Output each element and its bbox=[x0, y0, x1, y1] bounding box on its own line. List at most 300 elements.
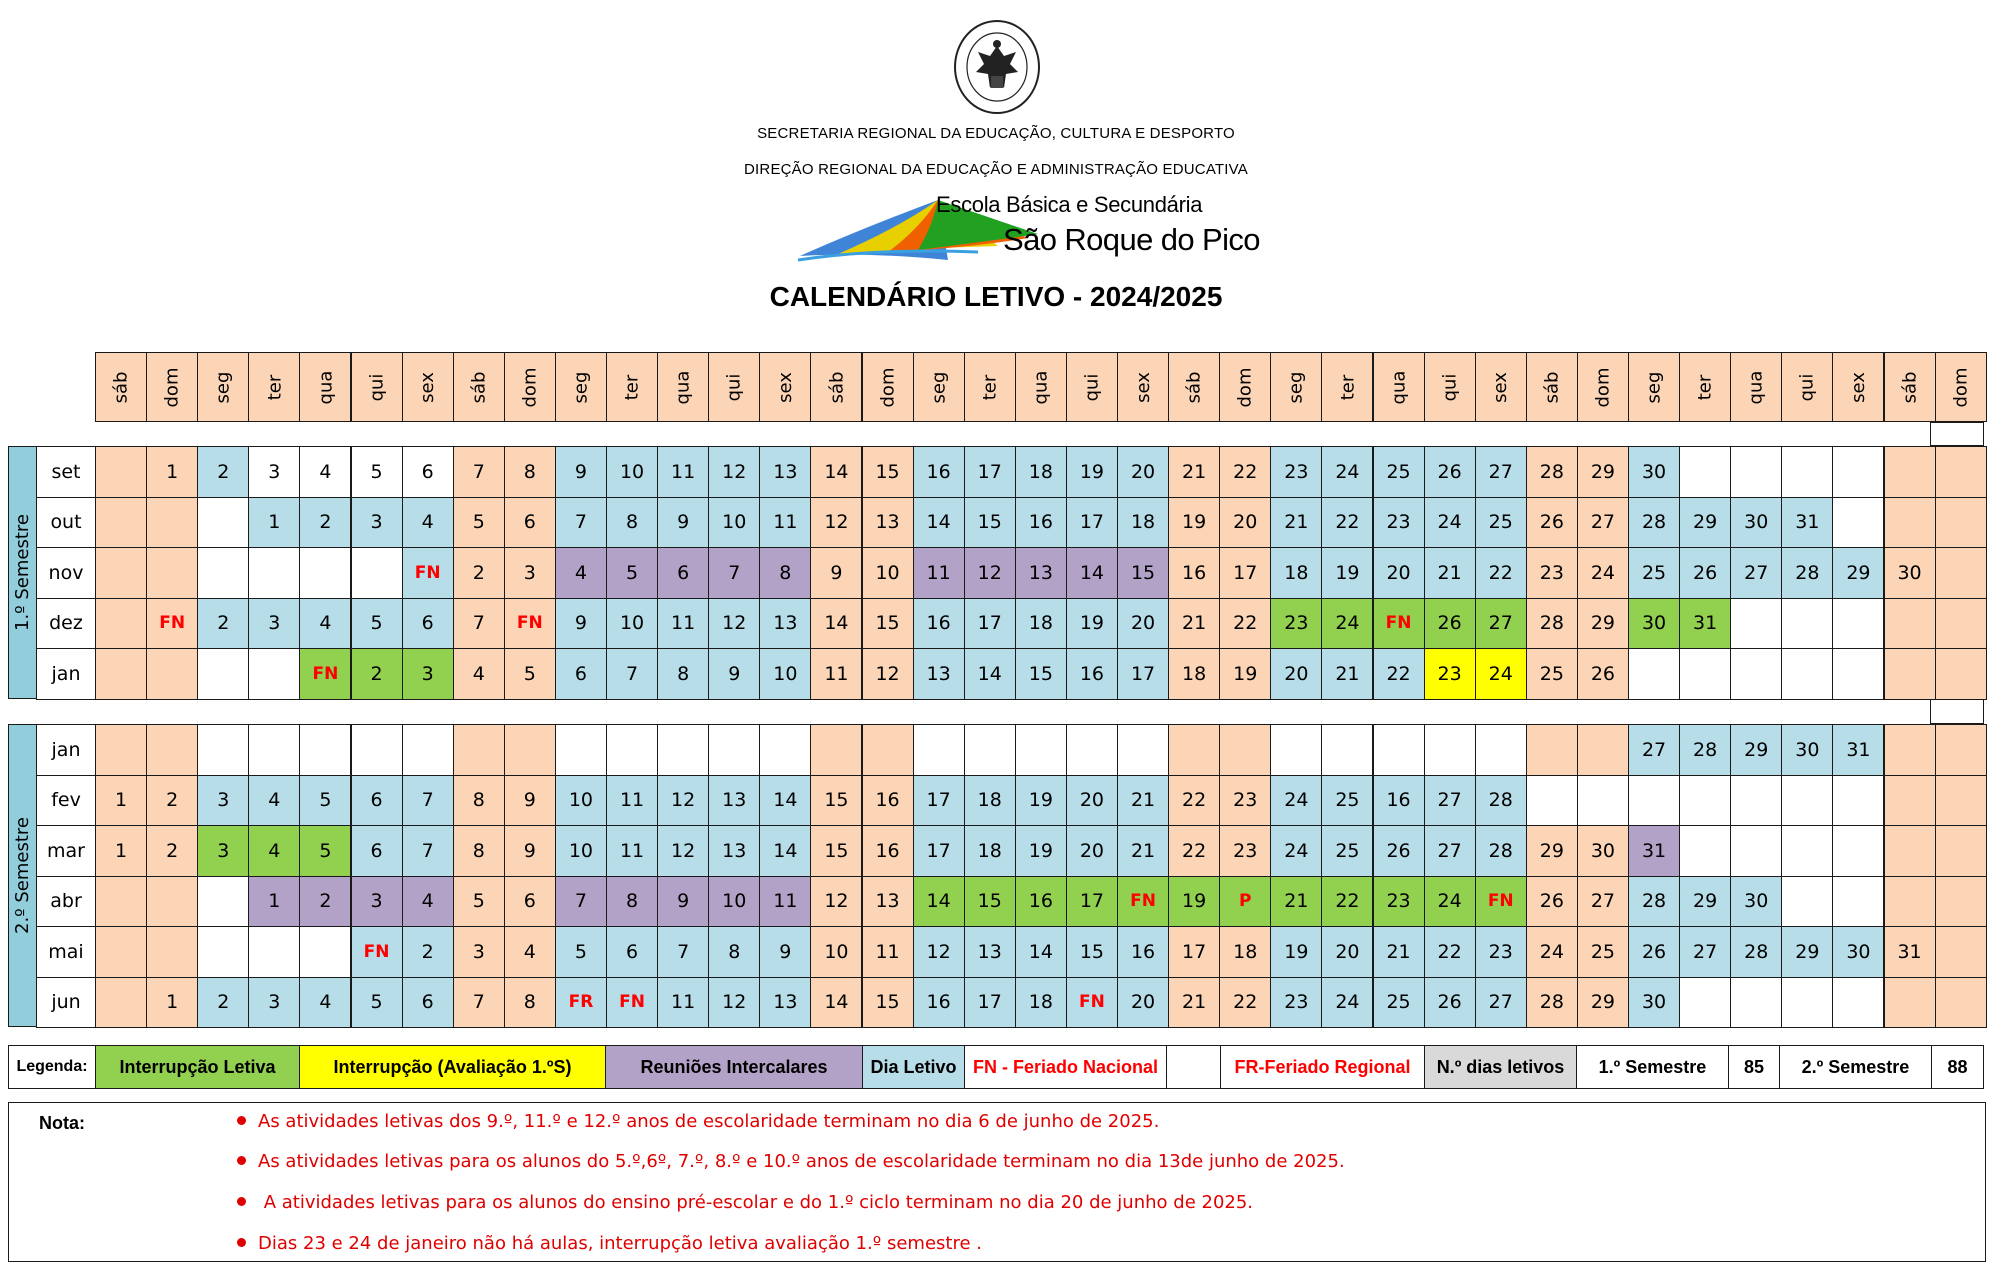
calendar-day-cell: 23 bbox=[1373, 497, 1425, 549]
day-header bbox=[95, 352, 147, 422]
calendar-day-cell: 5 bbox=[453, 876, 505, 928]
day-header bbox=[708, 352, 760, 422]
calendar-day-cell: 3 bbox=[248, 977, 300, 1029]
calendar-day-cell: 9 bbox=[810, 547, 862, 599]
calendar-day-cell: 7 bbox=[657, 926, 709, 978]
calendar-day-cell bbox=[95, 547, 147, 599]
calendar-day-cell bbox=[1781, 977, 1833, 1029]
bullet-icon bbox=[237, 1238, 246, 1247]
day-header bbox=[453, 352, 505, 422]
calendar-day-cell: 5 bbox=[351, 598, 403, 650]
calendar-day-cell bbox=[504, 724, 556, 776]
semester-label bbox=[8, 446, 37, 699]
calendar-day-cell bbox=[95, 497, 147, 549]
calendar-day-cell: 17 bbox=[913, 775, 965, 827]
calendar-day-cell: 21 bbox=[1321, 648, 1373, 700]
day-header-label: sáb bbox=[1183, 371, 1205, 403]
calendar-day-cell bbox=[1679, 977, 1731, 1029]
calendar-day-cell bbox=[248, 648, 300, 700]
calendar-day-cell: 9 bbox=[555, 598, 607, 650]
calendar-day-cell: 1 bbox=[248, 876, 300, 928]
calendar-day-cell: 5 bbox=[555, 926, 607, 978]
calendar-day-cell: FR bbox=[555, 977, 607, 1029]
calendar-day-cell bbox=[1730, 648, 1782, 700]
calendar-day-cell: 30 bbox=[1832, 926, 1884, 978]
day-header-label: seg bbox=[212, 371, 234, 403]
calendar-day-cell: 6 bbox=[402, 446, 454, 498]
day-header-label: qua bbox=[1388, 370, 1410, 404]
calendar-day-cell: 31 bbox=[1781, 497, 1833, 549]
calendar-day-cell: 12 bbox=[708, 977, 760, 1029]
calendar-day-cell: 17 bbox=[964, 977, 1016, 1029]
calendar-day-cell: 31 bbox=[1628, 825, 1680, 877]
day-header bbox=[1577, 352, 1629, 422]
day-header bbox=[1219, 352, 1271, 422]
calendar-day-cell: 29 bbox=[1679, 497, 1731, 549]
calendar-day-cell: 14 bbox=[810, 977, 862, 1029]
calendar-day-cell: 9 bbox=[504, 825, 556, 877]
calendar-day-cell bbox=[1935, 598, 1987, 650]
calendar-day-cell: 13 bbox=[1015, 547, 1067, 599]
calendar-day-cell bbox=[351, 547, 403, 599]
calendar-day-cell: 9 bbox=[708, 648, 760, 700]
regional-crest-logo bbox=[952, 18, 1042, 116]
legend-sem1-value: 85 bbox=[1728, 1045, 1780, 1089]
calendar-day-cell: 5 bbox=[453, 497, 505, 549]
calendar-day-cell bbox=[1424, 724, 1476, 776]
calendar-day-cell: 11 bbox=[657, 977, 709, 1029]
day-header-label: dom bbox=[1592, 367, 1614, 407]
month-label: jan bbox=[36, 648, 96, 700]
calendar-day-cell: 6 bbox=[657, 547, 709, 599]
day-header bbox=[351, 352, 403, 422]
calendar-day-cell: 9 bbox=[759, 926, 811, 978]
legend-dia-letivo: Dia Letivo bbox=[862, 1045, 965, 1089]
calendar-day-cell: 22 bbox=[1321, 497, 1373, 549]
calendar-day-cell: 12 bbox=[862, 648, 914, 700]
calendar-day-cell bbox=[1832, 446, 1884, 498]
calendar-day-cell: 13 bbox=[862, 876, 914, 928]
day-header bbox=[1526, 352, 1578, 422]
month-label: out bbox=[36, 497, 96, 549]
calendar-day-cell bbox=[1679, 446, 1731, 498]
calendar-day-cell: 24 bbox=[1577, 547, 1629, 599]
calendar-day-cell: 25 bbox=[1373, 446, 1425, 498]
day-header bbox=[964, 352, 1016, 422]
bullet-icon bbox=[237, 1116, 246, 1125]
semester-label-text: 2.º Semestre bbox=[12, 817, 33, 934]
calendar-day-cell: 5 bbox=[351, 977, 403, 1029]
calendar-day-cell: 10 bbox=[759, 648, 811, 700]
day-header-label: ter bbox=[1336, 374, 1358, 400]
calendar-day-cell: 13 bbox=[708, 775, 760, 827]
calendar-day-cell: 11 bbox=[759, 497, 811, 549]
day-header-label: sex bbox=[1490, 371, 1512, 403]
calendar-day-cell: 20 bbox=[1117, 446, 1169, 498]
calendar-day-cell bbox=[1066, 724, 1118, 776]
calendar-day-cell: 19 bbox=[1066, 446, 1118, 498]
legend-interrupcao-avaliacao: Interrupção (Avaliação 1.ºS) bbox=[299, 1045, 606, 1089]
calendar-day-cell bbox=[197, 648, 249, 700]
calendar-day-cell: 23 bbox=[1373, 876, 1425, 928]
calendar-day-cell: 4 bbox=[299, 598, 351, 650]
calendar-day-cell bbox=[95, 926, 147, 978]
calendar-day-cell: 28 bbox=[1781, 547, 1833, 599]
calendar-day-cell: 1 bbox=[95, 775, 147, 827]
calendar-day-cell: 21 bbox=[1117, 775, 1169, 827]
semester-label-text: 1.º Semestre bbox=[12, 513, 33, 631]
month-label: nov bbox=[36, 547, 96, 599]
calendar-day-cell: 4 bbox=[248, 775, 300, 827]
note-item: As atividades letivas dos 9.º, 11.º e 12.º anos de escolaridade terminam no dia 6 de junho de 2025. bbox=[237, 1111, 1159, 1132]
calendar-day-cell: 18 bbox=[1168, 648, 1220, 700]
calendar-day-cell: 31 bbox=[1679, 598, 1731, 650]
legend-sem1-label: 1.º Semestre bbox=[1576, 1045, 1729, 1089]
calendar-day-cell bbox=[1577, 724, 1629, 776]
calendar-day-cell: 23 bbox=[1270, 446, 1322, 498]
calendar-day-cell bbox=[1679, 825, 1731, 877]
legend-interrupcao-letiva: Interrupção Letiva bbox=[95, 1045, 300, 1089]
calendar-day-cell: 5 bbox=[351, 446, 403, 498]
calendar-day-cell bbox=[1832, 598, 1884, 650]
calendar-day-cell: 24 bbox=[1526, 926, 1578, 978]
calendar-day-cell: 16 bbox=[862, 775, 914, 827]
day-header-label: qua bbox=[672, 370, 694, 404]
calendar-day-cell: 20 bbox=[1270, 648, 1322, 700]
calendar-day-cell: 13 bbox=[759, 977, 811, 1029]
calendar-day-cell: 15 bbox=[1015, 648, 1067, 700]
calendar-day-cell: 27 bbox=[1475, 977, 1527, 1029]
day-header bbox=[402, 352, 454, 422]
day-header-label: qui bbox=[366, 373, 388, 401]
calendar-day-cell: 24 bbox=[1270, 825, 1322, 877]
day-header-label: qui bbox=[723, 373, 745, 401]
calendar-day-cell bbox=[1781, 648, 1833, 700]
calendar-day-cell: 22 bbox=[1219, 977, 1271, 1029]
note-item: As atividades letivas para os alunos do 5.º,6º, 7.º, 8.º e 10.º anos de escolaridade terminam no dia 13de junho de 2025. bbox=[237, 1151, 1345, 1172]
calendar-day-cell bbox=[1781, 598, 1833, 650]
calendar-day-cell: 22 bbox=[1168, 825, 1220, 877]
calendar-day-cell: 1 bbox=[95, 825, 147, 877]
calendar-day-cell: 14 bbox=[913, 876, 965, 928]
calendar-day-cell: 10 bbox=[606, 446, 658, 498]
calendar-day-cell: 7 bbox=[453, 977, 505, 1029]
calendar-day-cell: 3 bbox=[248, 446, 300, 498]
calendar-day-cell bbox=[146, 724, 198, 776]
month-label: jun bbox=[36, 977, 96, 1029]
calendar-day-cell bbox=[606, 724, 658, 776]
calendar-day-cell: 21 bbox=[1270, 876, 1322, 928]
calendar-day-cell: 16 bbox=[1015, 497, 1067, 549]
day-header bbox=[1168, 352, 1220, 422]
day-header bbox=[146, 352, 198, 422]
calendar-day-cell: 16 bbox=[1015, 876, 1067, 928]
calendar-day-cell: 7 bbox=[402, 775, 454, 827]
calendar-day-cell: 22 bbox=[1168, 775, 1220, 827]
day-header-label: sex bbox=[774, 371, 796, 403]
day-header-label: dom bbox=[1950, 367, 1972, 407]
calendar-day-cell: 29 bbox=[1679, 876, 1731, 928]
calendar-day-cell: 31 bbox=[1832, 724, 1884, 776]
calendar-day-cell: FN bbox=[299, 648, 351, 700]
calendar-day-cell: 6 bbox=[504, 497, 556, 549]
calendar-day-cell bbox=[1832, 775, 1884, 827]
calendar-day-cell: 30 bbox=[1781, 724, 1833, 776]
calendar-day-cell bbox=[197, 876, 249, 928]
calendar-day-cell: 11 bbox=[913, 547, 965, 599]
calendar-day-cell: 29 bbox=[1577, 598, 1629, 650]
calendar-day-cell: 22 bbox=[1219, 446, 1271, 498]
day-header-label: seg bbox=[928, 371, 950, 403]
calendar-day-cell bbox=[1935, 926, 1987, 978]
day-header bbox=[1679, 352, 1731, 422]
calendar-day-cell: 8 bbox=[657, 648, 709, 700]
calendar-day-cell bbox=[964, 724, 1016, 776]
calendar-day-cell: 4 bbox=[299, 977, 351, 1029]
calendar-day-cell bbox=[1168, 724, 1220, 776]
calendar-day-cell bbox=[1935, 648, 1987, 700]
calendar-day-cell bbox=[248, 926, 300, 978]
calendar-day-cell: 15 bbox=[862, 598, 914, 650]
calendar-day-cell: 20 bbox=[1066, 825, 1118, 877]
calendar-day-cell: FN bbox=[1373, 598, 1425, 650]
calendar-day-cell: 26 bbox=[1424, 446, 1476, 498]
note-item: A atividades letivas para os alunos do ensino pré-escolar e do 1.º ciclo terminam no dia 20 de junho de 2025. bbox=[237, 1192, 1253, 1213]
calendar-day-cell: 30 bbox=[1628, 446, 1680, 498]
calendar-day-cell: 23 bbox=[1526, 547, 1578, 599]
calendar-day-cell: 23 bbox=[1424, 648, 1476, 700]
calendar-day-cell: 11 bbox=[759, 876, 811, 928]
calendar-day-cell: 28 bbox=[1526, 598, 1578, 650]
calendar-day-cell: 4 bbox=[402, 497, 454, 549]
calendar-day-cell: 3 bbox=[197, 775, 249, 827]
separator-row bbox=[1930, 422, 1984, 446]
calendar-day-cell: 3 bbox=[453, 926, 505, 978]
calendar-day-cell: 18 bbox=[1117, 497, 1169, 549]
calendar-day-cell: 25 bbox=[1321, 825, 1373, 877]
calendar-day-cell: 20 bbox=[1373, 547, 1425, 599]
month-label: set bbox=[36, 446, 96, 498]
calendar-day-cell: 5 bbox=[504, 648, 556, 700]
calendar-day-cell: 13 bbox=[862, 497, 914, 549]
calendar-day-cell: 7 bbox=[708, 547, 760, 599]
day-header-label: qua bbox=[314, 370, 336, 404]
calendar-day-cell: 17 bbox=[1219, 547, 1271, 599]
calendar-day-cell: 26 bbox=[1577, 648, 1629, 700]
calendar-day-cell: 13 bbox=[759, 446, 811, 498]
calendar-day-cell: 8 bbox=[504, 977, 556, 1029]
calendar-day-cell: 12 bbox=[810, 876, 862, 928]
legend-sem2-label: 2.º Semestre bbox=[1779, 1045, 1932, 1089]
calendar-day-cell: 17 bbox=[913, 825, 965, 877]
calendar-day-cell: 9 bbox=[657, 876, 709, 928]
calendar-day-cell: 25 bbox=[1526, 648, 1578, 700]
calendar-day-cell: 14 bbox=[1015, 926, 1067, 978]
calendar-day-cell: 4 bbox=[555, 547, 607, 599]
calendar-day-cell: 20 bbox=[1066, 775, 1118, 827]
calendar-day-cell: 24 bbox=[1321, 977, 1373, 1029]
school-name-line1: Escola Básica e Secundária bbox=[936, 192, 1203, 217]
calendar-day-cell: 29 bbox=[1832, 547, 1884, 599]
calendar-day-cell: 16 bbox=[1373, 775, 1425, 827]
calendar-day-cell: 15 bbox=[862, 446, 914, 498]
calendar-day-cell bbox=[1935, 497, 1987, 549]
calendar-day-cell: 6 bbox=[402, 598, 454, 650]
calendar-day-cell bbox=[95, 876, 147, 928]
calendar-day-cell bbox=[299, 724, 351, 776]
direcao-heading: DIREÇÃO REGIONAL DA EDUCAÇÃO E ADMINISTRAÇÃO EDUCATIVA bbox=[744, 161, 1248, 178]
calendar-day-cell bbox=[1730, 825, 1782, 877]
calendar-day-cell: 24 bbox=[1475, 648, 1527, 700]
calendar-day-cell: 1 bbox=[146, 446, 198, 498]
day-header bbox=[1884, 352, 1936, 422]
calendar-day-cell: 10 bbox=[708, 876, 760, 928]
calendar-day-cell bbox=[1015, 724, 1067, 776]
calendar-day-cell: 3 bbox=[504, 547, 556, 599]
calendar-day-cell bbox=[1832, 977, 1884, 1029]
day-header bbox=[197, 352, 249, 422]
day-header bbox=[1935, 352, 1987, 422]
legend-num-dias-letivos: N.º dias letivos bbox=[1424, 1045, 1577, 1089]
calendar-day-cell: 14 bbox=[810, 446, 862, 498]
calendar-day-cell: 29 bbox=[1730, 724, 1782, 776]
separator-row bbox=[1930, 699, 1984, 724]
calendar-day-cell: 12 bbox=[913, 926, 965, 978]
calendar-day-cell: 19 bbox=[1168, 497, 1220, 549]
calendar-day-cell: 7 bbox=[606, 648, 658, 700]
calendar-day-cell: 19 bbox=[1066, 598, 1118, 650]
day-header bbox=[862, 352, 914, 422]
calendar-day-cell: 9 bbox=[657, 497, 709, 549]
notes-box bbox=[8, 1102, 1986, 1262]
day-header-label: sex bbox=[1132, 371, 1154, 403]
month-label: abr bbox=[36, 876, 96, 928]
calendar-day-cell: 10 bbox=[862, 547, 914, 599]
day-header bbox=[606, 352, 658, 422]
month-label: fev bbox=[36, 775, 96, 827]
calendar-day-cell: 6 bbox=[555, 648, 607, 700]
day-header bbox=[1475, 352, 1527, 422]
day-header bbox=[1832, 352, 1884, 422]
calendar-day-cell bbox=[1730, 775, 1782, 827]
legend-feriado-regional: FR-Feriado Regional bbox=[1220, 1045, 1425, 1089]
calendar-day-cell: 10 bbox=[708, 497, 760, 549]
calendar-day-cell: 8 bbox=[759, 547, 811, 599]
calendar-day-cell bbox=[146, 547, 198, 599]
calendar-day-cell: 10 bbox=[810, 926, 862, 978]
calendar-day-cell: 22 bbox=[1321, 876, 1373, 928]
calendar-day-cell: 25 bbox=[1321, 775, 1373, 827]
month-label: dez bbox=[36, 598, 96, 650]
calendar-day-cell bbox=[1475, 724, 1527, 776]
calendar-day-cell bbox=[1526, 724, 1578, 776]
calendar-day-cell bbox=[146, 648, 198, 700]
calendar-day-cell bbox=[913, 724, 965, 776]
day-header-label: qua bbox=[1030, 370, 1052, 404]
day-header bbox=[759, 352, 811, 422]
day-header-label: seg bbox=[570, 371, 592, 403]
calendar-day-cell: 18 bbox=[1219, 926, 1271, 978]
calendar-day-cell: 31 bbox=[1884, 926, 1936, 978]
notes-title: Nota: bbox=[39, 1113, 85, 1133]
calendar-day-cell: 8 bbox=[606, 876, 658, 928]
calendar-day-cell: 4 bbox=[402, 876, 454, 928]
legend-feriado-nacional: FN - Feriado Nacional bbox=[964, 1045, 1167, 1089]
day-header bbox=[1373, 352, 1425, 422]
calendar-day-cell bbox=[1935, 775, 1987, 827]
calendar-day-cell: 21 bbox=[1270, 497, 1322, 549]
calendar-day-cell: 2 bbox=[197, 977, 249, 1029]
calendar-day-cell: 18 bbox=[964, 825, 1016, 877]
calendar-day-cell bbox=[1526, 775, 1578, 827]
calendar-day-cell: 16 bbox=[1117, 926, 1169, 978]
calendar-day-cell bbox=[1832, 876, 1884, 928]
calendar-day-cell: 16 bbox=[913, 446, 965, 498]
bullet-icon bbox=[237, 1156, 246, 1165]
calendar-day-cell bbox=[146, 926, 198, 978]
calendar-day-cell bbox=[862, 724, 914, 776]
calendar-day-cell: 8 bbox=[606, 497, 658, 549]
calendar-day-cell: FN bbox=[504, 598, 556, 650]
calendar-day-cell: 2 bbox=[146, 775, 198, 827]
day-header-label: dom bbox=[877, 367, 899, 407]
month-label: mai bbox=[36, 926, 96, 978]
calendar-day-cell bbox=[95, 724, 147, 776]
calendar-day-cell: 8 bbox=[453, 825, 505, 877]
calendar-day-cell: 29 bbox=[1577, 446, 1629, 498]
calendar-day-cell: 24 bbox=[1321, 446, 1373, 498]
calendar-day-cell: 4 bbox=[504, 926, 556, 978]
calendar-day-cell: 9 bbox=[504, 775, 556, 827]
calendar-day-cell: 12 bbox=[708, 446, 760, 498]
calendar-day-cell: 24 bbox=[1424, 876, 1476, 928]
calendar-day-cell bbox=[1730, 977, 1782, 1029]
calendar-day-cell: 28 bbox=[1730, 926, 1782, 978]
calendar-day-cell: 10 bbox=[555, 825, 607, 877]
calendar-day-cell bbox=[1935, 876, 1987, 928]
calendar-day-cell: 25 bbox=[1628, 547, 1680, 599]
calendar-day-cell: 14 bbox=[759, 825, 811, 877]
calendar-day-cell bbox=[1884, 497, 1936, 549]
calendar-day-cell: 6 bbox=[606, 926, 658, 978]
calendar-day-cell: FN bbox=[351, 926, 403, 978]
calendar-day-cell: 29 bbox=[1577, 977, 1629, 1029]
calendar-day-cell: 28 bbox=[1679, 724, 1731, 776]
calendar-day-cell bbox=[1679, 775, 1731, 827]
calendar-day-cell bbox=[248, 724, 300, 776]
calendar-day-cell: 30 bbox=[1577, 825, 1629, 877]
calendar-day-cell: 27 bbox=[1424, 775, 1476, 827]
calendar-day-cell: 9 bbox=[555, 446, 607, 498]
calendar-day-cell bbox=[1270, 724, 1322, 776]
calendar-day-cell: 26 bbox=[1373, 825, 1425, 877]
calendar-day-cell: 3 bbox=[197, 825, 249, 877]
calendar-day-cell bbox=[299, 547, 351, 599]
day-header bbox=[810, 352, 862, 422]
calendar-day-cell: 11 bbox=[606, 775, 658, 827]
calendar-day-cell: 22 bbox=[1475, 547, 1527, 599]
calendar-day-cell: 2 bbox=[299, 876, 351, 928]
day-header bbox=[1321, 352, 1373, 422]
calendar-day-cell: 6 bbox=[351, 825, 403, 877]
calendar-day-cell bbox=[1730, 446, 1782, 498]
calendar-day-cell: 16 bbox=[862, 825, 914, 877]
calendar-day-cell: 24 bbox=[1321, 598, 1373, 650]
calendar-day-cell: 16 bbox=[913, 977, 965, 1029]
calendar-day-cell: 20 bbox=[1117, 977, 1169, 1029]
calendar-day-cell bbox=[197, 497, 249, 549]
day-header-label: qui bbox=[1081, 373, 1103, 401]
